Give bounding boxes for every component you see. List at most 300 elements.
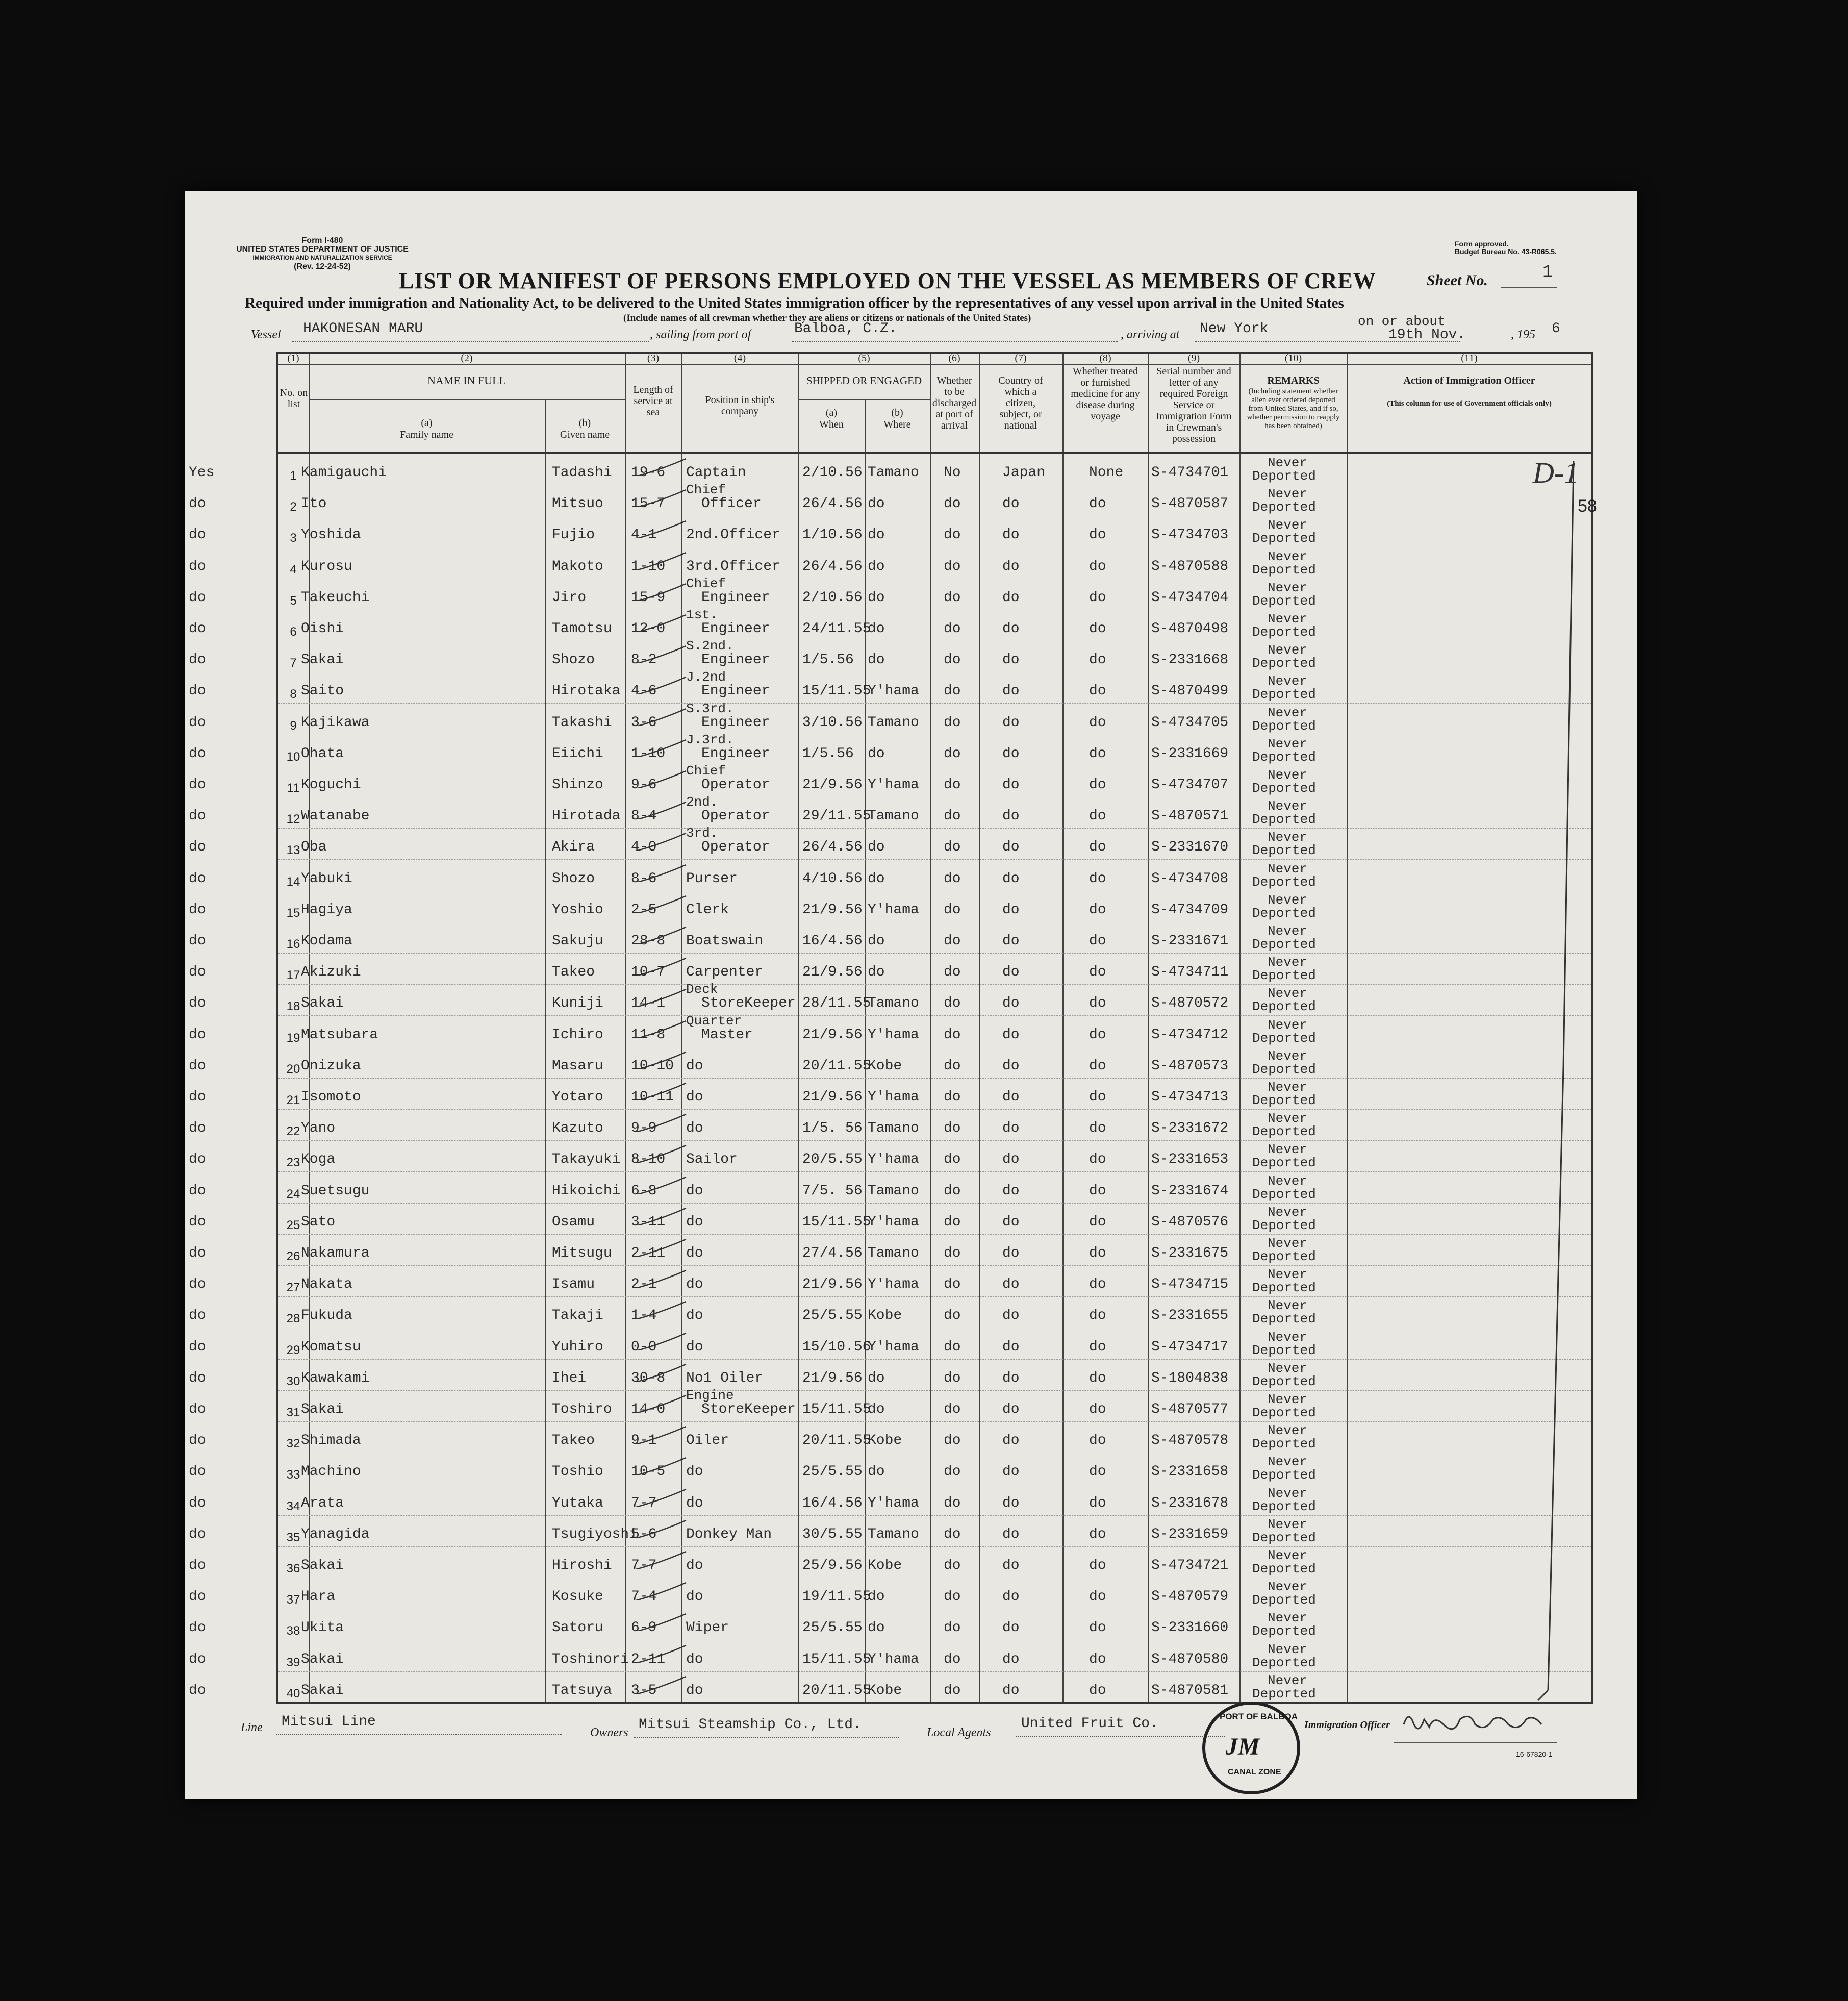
medicine: do <box>1089 527 1106 543</box>
family-name: Yano <box>301 1120 336 1137</box>
discharged: do <box>944 1058 961 1074</box>
remarks-line2: Deported <box>1252 1623 1316 1639</box>
shipped-where: do <box>868 496 885 512</box>
shipped-where: Kobe <box>868 1433 902 1449</box>
owners-value: Mitsui Steamship Co., Ltd. <box>639 1717 862 1733</box>
shipped-when: 2/10.56 <box>802 465 863 481</box>
shipped-when: 15/10.56 <box>802 1339 871 1355</box>
position-line1: Engine <box>686 1388 734 1403</box>
position: Boatswain <box>686 933 764 949</box>
annotation-58: 58 <box>1578 496 1597 516</box>
medicine: do <box>1089 995 1106 1012</box>
given-name: Hiroshi <box>552 1558 612 1573</box>
table-row <box>189 1453 1591 1484</box>
row-number: 7 <box>290 656 297 670</box>
remarks-line2: Deported <box>1252 1498 1316 1514</box>
remarks-line2: Deported <box>1252 1592 1316 1608</box>
given-name: Tsugiyoshi <box>552 1526 638 1542</box>
given-name: Shozo <box>552 870 595 887</box>
discharged: do <box>944 1277 961 1293</box>
row-mark: do <box>189 1558 206 1573</box>
position-line1: S.2nd. <box>686 638 734 654</box>
col1-number: (1) <box>287 353 299 364</box>
shipped-when: 21/9.56 <box>802 1089 863 1105</box>
year-suffix: 6 <box>1552 321 1560 337</box>
discharged: do <box>944 777 961 793</box>
family-name: Oishi <box>301 621 344 637</box>
shipped-where: do <box>868 527 885 543</box>
discharged: do <box>944 652 961 668</box>
length-of-service: 11-8 <box>631 1027 666 1043</box>
col3-number: (3) <box>647 353 660 364</box>
shipped-where: Y'hama <box>868 683 919 699</box>
shipped-where: do <box>868 870 885 887</box>
row-number: 6 <box>290 625 297 639</box>
family-name: Oba <box>301 839 327 856</box>
row-number: 36 <box>286 1562 300 1575</box>
row-number: 16 <box>286 937 300 951</box>
shipped-when: 25/5.55 <box>802 1620 863 1636</box>
remarks-line1: Never <box>1268 861 1308 877</box>
shipped-where: Y'hama <box>868 1152 919 1168</box>
length-of-service: 3-6 <box>631 714 657 731</box>
row-mark: do <box>189 745 206 762</box>
medicine: do <box>1089 1245 1106 1261</box>
col2-number: (2) <box>461 353 473 364</box>
remarks-line2: Deported <box>1252 937 1316 952</box>
discharged: do <box>944 683 961 699</box>
medicine: do <box>1089 745 1106 762</box>
length-of-service: 8-2 <box>631 652 657 668</box>
shipped-when: 29/11.55 <box>802 808 871 824</box>
table-row <box>189 547 1591 579</box>
table-row <box>189 826 1591 860</box>
remarks-line2: Deported <box>1252 1093 1316 1108</box>
row-number: 29 <box>286 1343 300 1357</box>
position: Clerk <box>686 902 729 918</box>
table-row <box>189 669 1591 704</box>
shipped-where: Tamano <box>868 808 919 824</box>
row-mark: do <box>189 1277 206 1293</box>
table-row <box>189 1421 1591 1453</box>
position-line1: Chief <box>686 576 726 591</box>
table-row <box>189 1203 1591 1235</box>
family-name: Nakamura <box>301 1245 370 1261</box>
sheet-underline <box>1501 287 1557 288</box>
remarks-line1: Never <box>1268 1516 1308 1532</box>
row-mark: do <box>189 1526 206 1542</box>
stamp-initials: JM <box>1226 1733 1260 1760</box>
country: do <box>1002 839 1020 856</box>
remarks-line2: Deported <box>1252 687 1316 703</box>
position: Engineer <box>701 745 770 762</box>
row-number: 40 <box>286 1686 300 1700</box>
table-row <box>189 1109 1591 1141</box>
medicine: do <box>1089 1558 1106 1573</box>
col2b-number: (b) <box>578 417 591 429</box>
row-number: 37 <box>286 1593 300 1607</box>
remarks-line1: Never <box>1268 705 1308 720</box>
country: do <box>1002 683 1020 699</box>
shipped-where: do <box>868 1589 885 1605</box>
family-name: Koguchi <box>301 777 361 793</box>
department-name: UNITED STATES DEPARTMENT OF JUSTICE <box>236 245 409 254</box>
row-mark: do <box>189 964 206 981</box>
row-mark: do <box>189 1183 206 1199</box>
shipped-when: 1/5.56 <box>802 745 854 762</box>
position: Carpenter <box>686 964 764 981</box>
family-name: Ohata <box>301 745 344 762</box>
given-name: Yuhiro <box>552 1339 603 1355</box>
position-line1: 1st. <box>686 607 718 622</box>
position: do <box>686 1464 703 1480</box>
serial-number: S-2331672 <box>1151 1120 1229 1137</box>
medicine: do <box>1089 589 1106 606</box>
serial-number: S-4734708 <box>1151 870 1229 887</box>
family-name: Saito <box>301 683 344 699</box>
given-name: Yutaka <box>552 1495 603 1511</box>
serial-number: S-2331660 <box>1151 1620 1229 1636</box>
remarks-line1: Never <box>1268 1267 1308 1283</box>
row-mark: do <box>189 933 206 949</box>
row-number: 10 <box>286 749 300 764</box>
country: do <box>1002 870 1020 887</box>
table-row <box>189 860 1591 891</box>
officer-label: Immigration Officer <box>1304 1719 1390 1731</box>
table-row <box>189 576 1591 610</box>
remarks-line1: Never <box>1268 1548 1308 1563</box>
medicine: do <box>1089 1589 1106 1605</box>
given-name: Toshio <box>552 1464 603 1480</box>
position: do <box>686 1308 703 1324</box>
discharged: do <box>944 808 961 824</box>
length-of-service: 19-6 <box>631 465 666 481</box>
sailing-port: Balboa, C.Z. <box>794 321 897 337</box>
remarks-line2: Deported <box>1252 499 1316 515</box>
row-mark: do <box>189 1214 206 1230</box>
remarks-line1: Never <box>1268 548 1308 564</box>
remarks-line2: Deported <box>1252 874 1316 890</box>
remarks-line1: Never <box>1268 1454 1308 1470</box>
country: do <box>1002 621 1020 637</box>
shipped-where: Y'hama <box>868 1089 919 1105</box>
shipped-where: do <box>868 1370 885 1386</box>
on-or-about: on or about <box>1358 314 1446 329</box>
shipped-when: 30/5.55 <box>802 1526 863 1542</box>
table-row <box>189 1047 1591 1079</box>
shipped-where: do <box>868 1464 885 1480</box>
shipped-when: 25/5.55 <box>802 1308 863 1324</box>
given-name: Ihei <box>552 1370 587 1386</box>
table-row <box>189 482 1591 516</box>
remarks-line1: Never <box>1268 611 1308 627</box>
row-number: 5 <box>290 593 297 608</box>
length-of-service: 30-8 <box>631 1370 666 1386</box>
length-of-service: 15-9 <box>631 589 666 606</box>
officer-signature <box>1399 1704 1552 1740</box>
remarks-line2: Deported <box>1252 718 1316 734</box>
table-row <box>189 1515 1591 1547</box>
serial-number: S-1804838 <box>1151 1370 1229 1386</box>
family-name: Yabuki <box>301 870 352 887</box>
country: do <box>1002 1152 1020 1168</box>
serial-number: S-4870579 <box>1151 1589 1229 1605</box>
table-row <box>189 1359 1591 1391</box>
medicine: do <box>1089 1120 1106 1137</box>
position: Operator <box>701 839 770 856</box>
family-name: Sakai <box>301 1682 344 1698</box>
shipped-where: do <box>868 652 885 668</box>
shipped-when: 21/9.56 <box>802 902 863 918</box>
given-name: Eiichi <box>552 745 603 762</box>
serial-number: S-2331658 <box>1151 1464 1229 1480</box>
serial-number: S-4870577 <box>1151 1402 1229 1417</box>
given-name: Takaji <box>552 1308 603 1324</box>
row-number: 30 <box>286 1374 300 1388</box>
position: Sailor <box>686 1152 738 1168</box>
row-number: 11 <box>287 781 300 795</box>
given-name: Takeo <box>552 1433 595 1449</box>
row-number: 31 <box>286 1406 300 1419</box>
position-line1: J.3rd. <box>686 732 734 747</box>
shipped-where: Tamano <box>868 1120 919 1137</box>
length-of-service: 7-7 <box>631 1495 657 1511</box>
shipped-where: Y'hama <box>868 902 919 918</box>
row-mark: do <box>189 1682 206 1698</box>
position: Engineer <box>701 652 770 668</box>
remarks-line2: Deported <box>1252 1155 1316 1171</box>
discharged: do <box>944 1495 961 1511</box>
country: do <box>1002 1464 1020 1480</box>
family-name: Sakai <box>301 1651 344 1667</box>
country: do <box>1002 589 1020 606</box>
handwritten-d1: D-1 <box>1533 456 1579 489</box>
family-name: Arata <box>301 1495 344 1511</box>
row-number: 28 <box>286 1312 300 1326</box>
serial-number: S-4870498 <box>1151 621 1229 637</box>
position-line1: 2nd. <box>686 794 718 810</box>
table-row <box>189 607 1591 641</box>
length-of-service: 12-0 <box>631 621 666 637</box>
row-mark: do <box>189 1308 206 1324</box>
shipped-when: 20/11.55 <box>802 1058 871 1074</box>
row-number: 9 <box>290 718 297 733</box>
country: Japan <box>1002 465 1046 481</box>
serial-number: S-4734721 <box>1151 1558 1229 1573</box>
discharged: do <box>944 902 961 918</box>
medicine: do <box>1089 808 1106 824</box>
serial-number: S-4734707 <box>1151 777 1229 793</box>
discharged: do <box>944 558 961 574</box>
shipped-when: 24/11.55 <box>802 621 871 637</box>
discharged: do <box>944 1620 961 1636</box>
shipped-where: do <box>868 1402 885 1417</box>
remarks-line1: Never <box>1268 1423 1308 1439</box>
table-row <box>189 1484 1591 1516</box>
shipped-where: Y'hama <box>868 1339 919 1355</box>
country: do <box>1002 1526 1020 1542</box>
country: do <box>1002 1682 1020 1698</box>
shipped-where: do <box>868 933 885 949</box>
page-title: LIST OR MANIFEST OF PERSONS EMPLOYED ON THE VESSEL AS MEMBERS OF CREW <box>399 268 1376 293</box>
given-name: Fujio <box>552 527 595 543</box>
length-of-service: 1-10 <box>631 558 666 574</box>
serial-number: S-4870571 <box>1151 808 1229 824</box>
given-name: Shozo <box>552 652 595 668</box>
row-number: 1 <box>290 469 297 483</box>
col8-number: (8) <box>1099 353 1111 364</box>
position: do <box>686 1245 703 1261</box>
position: No1 Oiler <box>686 1370 764 1386</box>
remarks-line1: Never <box>1268 767 1308 783</box>
given-name: Jiro <box>552 589 587 606</box>
family-name: Sakai <box>301 1402 344 1417</box>
serial-number: S-2331670 <box>1151 839 1229 856</box>
country: do <box>1002 1339 1020 1355</box>
col1-header: No. on list <box>280 387 308 410</box>
family-name: Machino <box>301 1464 361 1480</box>
row-number: 15 <box>286 906 300 920</box>
given-name: Tadashi <box>552 465 612 481</box>
table-row <box>189 1013 1591 1047</box>
remarks-line2: Deported <box>1252 624 1316 640</box>
given-name: Kazuto <box>552 1120 603 1137</box>
row-number: 14 <box>286 874 300 889</box>
given-name: Hirotada <box>552 808 621 824</box>
family-name: Takeuchi <box>301 589 370 606</box>
manifest-sheet <box>185 191 1637 1799</box>
remarks-line2: Deported <box>1252 749 1316 765</box>
remarks-line2: Deported <box>1252 1530 1316 1545</box>
position: Oiler <box>686 1433 729 1449</box>
discharged: do <box>944 1120 961 1137</box>
approval-block <box>1455 240 1557 256</box>
discharged: No <box>944 465 961 481</box>
shipped-when: 20/11.55 <box>802 1682 871 1698</box>
length-of-service: 14-1 <box>631 995 666 1012</box>
position: 3rd.Officer <box>686 558 780 574</box>
table-row <box>189 1140 1591 1172</box>
serial-number: S-4734717 <box>1151 1339 1229 1355</box>
country: do <box>1002 1027 1020 1043</box>
position: Operator <box>701 777 770 793</box>
length-of-service: 10-10 <box>631 1058 674 1074</box>
col5a-number: (a) <box>825 407 838 418</box>
length-of-service: 4-6 <box>631 683 657 699</box>
discharged: do <box>944 839 961 856</box>
serial-number: S-4734715 <box>1151 1277 1229 1293</box>
position: do <box>686 1651 703 1667</box>
shipped-when: 25/9.56 <box>802 1558 863 1573</box>
position-line1: Chief <box>686 482 726 498</box>
discharged: do <box>944 714 961 731</box>
country: do <box>1002 1120 1020 1137</box>
shipped-where: Y'hama <box>868 777 919 793</box>
remarks-line1: Never <box>1268 1204 1308 1220</box>
col5-header: SHIPPED OR ENGAGED <box>806 374 922 387</box>
length-of-service: 6-9 <box>631 1620 657 1636</box>
medicine: do <box>1089 1277 1106 1293</box>
given-name: Toshinori <box>552 1651 629 1667</box>
position: Engineer <box>701 621 770 637</box>
discharged: do <box>944 1526 961 1542</box>
sheet-number: 1 <box>1542 263 1553 282</box>
serial-number: S-4870573 <box>1151 1058 1229 1074</box>
family-name: Suetsugu <box>301 1183 370 1199</box>
medicine: do <box>1089 1370 1106 1386</box>
row-mark: do <box>189 558 206 574</box>
given-name: Osamu <box>552 1214 595 1230</box>
medicine: do <box>1089 1089 1106 1105</box>
family-name: Akizuki <box>301 964 361 981</box>
agents-value: United Fruit Co. <box>1021 1716 1158 1732</box>
given-name: Mitsuo <box>552 496 603 512</box>
shipped-when: 1/10.56 <box>802 527 863 543</box>
serial-number: S-2331671 <box>1151 933 1229 949</box>
row-mark: do <box>189 902 206 918</box>
shipped-when: 21/9.56 <box>802 964 863 981</box>
country: do <box>1002 902 1020 918</box>
country: do <box>1002 1589 1020 1605</box>
family-name: Ukita <box>301 1620 344 1636</box>
medicine: do <box>1089 1682 1106 1698</box>
col11-header: Action of Immigration Officer <box>1403 375 1535 386</box>
table-row <box>189 1234 1591 1266</box>
col6-header: Whether to be discharged at port of arrival <box>932 375 977 431</box>
length-of-service: 9-6 <box>631 777 657 793</box>
row-mark: do <box>189 496 206 512</box>
col5a-header: When <box>819 419 844 430</box>
medicine: do <box>1089 652 1106 668</box>
handwritten-bracket-line <box>1492 456 1594 1706</box>
length-of-service: 0-0 <box>631 1339 657 1355</box>
remarks-line2: Deported <box>1252 1436 1316 1452</box>
given-name: Toshiro <box>552 1402 612 1417</box>
arrival-date: 19th Nov. <box>1388 327 1466 343</box>
family-name: Kamigauchi <box>301 465 387 481</box>
medicine: None <box>1089 465 1124 481</box>
remarks-line2: Deported <box>1252 1280 1316 1296</box>
family-name: Sato <box>301 1214 336 1230</box>
owners-label: Owners <box>590 1726 628 1739</box>
given-name: Makoto <box>552 558 603 574</box>
family-name: Shimada <box>301 1433 361 1449</box>
row-number: 24 <box>286 1187 300 1201</box>
remarks-line2: Deported <box>1252 1124 1316 1140</box>
row-mark: Yes <box>189 465 215 481</box>
shipped-when: 2/10.56 <box>802 589 863 606</box>
given-name: Mitsugu <box>552 1245 612 1261</box>
table-row <box>189 1296 1591 1328</box>
col2a-header: Family name <box>400 429 453 440</box>
row-number: 18 <box>286 999 300 1014</box>
serial-number: S-4734712 <box>1151 1027 1229 1043</box>
shipped-where: Kobe <box>868 1308 902 1324</box>
row-mark: do <box>189 527 206 543</box>
country: do <box>1002 933 1020 949</box>
medicine: do <box>1089 1027 1106 1043</box>
remarks-line1: Never <box>1268 517 1308 533</box>
serial-number: S-2331678 <box>1151 1495 1229 1511</box>
remarks-line2: Deported <box>1252 843 1316 859</box>
position: Engineer <box>701 589 770 606</box>
table-row <box>189 1078 1591 1110</box>
sheet-label: Sheet No. <box>1427 272 1488 289</box>
country: do <box>1002 1651 1020 1667</box>
length-of-service: 10-5 <box>631 1464 666 1480</box>
shipped-when: 26/4.56 <box>802 839 863 856</box>
remarks-line2: Deported <box>1252 999 1316 1015</box>
